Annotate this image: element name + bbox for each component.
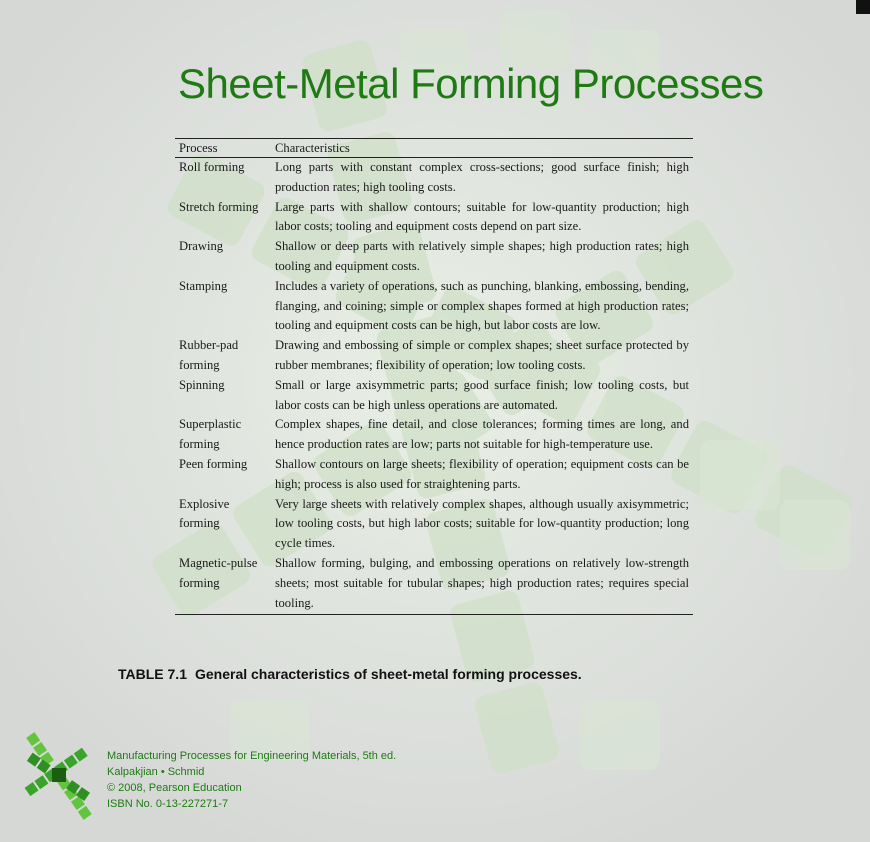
table-row (175, 495, 693, 554)
characteristics-cell: Long parts with constant complex cross-sections; good surface finish; high production rates; high tooling costs. (275, 160, 689, 194)
table-header-row (175, 139, 693, 158)
footer-authors: Kalpakjian • Schmid (107, 766, 205, 778)
characteristics-cell: Includes a variety of operations, such as punching, blanking, embossing, bending, flanging, and coining; simple or complex shapes formed at high production rates; tooling and equipment costs can be high, but labor costs are low. (275, 278, 689, 333)
process-cell: Superplastic forming (179, 417, 242, 452)
process-cell: Magnetic-pulse forming (175, 554, 271, 615)
slide-title: Sheet-Metal Forming Processes (178, 60, 764, 107)
characteristics-cell: Small or large axisymmetric parts; good surface finish; low tooling costs, but labor costs can be high unless operations are automated. (275, 377, 689, 412)
process-table (175, 138, 693, 615)
characteristics-cell: Drawing and embossing of simple or complex shapes; sheet surface protected by rubber membranes; flexibility of operation; low tooling costs. (275, 338, 689, 372)
table-caption (118, 666, 582, 682)
process-table-container (175, 138, 693, 615)
caption-label: TABLE 7.1 (118, 666, 187, 682)
table-row (175, 158, 693, 198)
publication-footer (107, 748, 396, 812)
table-row (175, 237, 693, 277)
caption-text: General characteristics of sheet-metal forming processes. (194, 666, 582, 682)
column-header-characteristics: Characteristics (271, 139, 693, 158)
process-cell: Spinning (179, 377, 225, 392)
table-row (175, 277, 693, 336)
characteristics-cell: Shallow or deep parts with relatively simple shapes; high production rates; high tooling and equipment costs. (275, 239, 689, 273)
column-header-process: Process (175, 139, 271, 158)
characteristics-cell: Shallow contours on large sheets; flexibility of operation; equipment costs can be high; process is also used for straightening parts. (275, 456, 689, 491)
green-cube-lattice-logo-icon (18, 722, 100, 830)
process-cell: Drawing (179, 239, 224, 254)
process-cell: Roll forming (179, 160, 245, 174)
table-row (175, 554, 693, 615)
process-cell: Stamping (179, 278, 228, 293)
table-row (175, 336, 693, 376)
characteristics-cell: Shallow forming, bulging, and embossing operations on relatively low-strength sheets; most suitable for tubular shapes; high production rates; requires special tooling. (271, 554, 693, 615)
table-row (175, 198, 693, 238)
characteristics-cell: Very large sheets with relatively complex shapes, although usually axisymmetric; low tooling costs, but high labor costs; suitable for low-quantity production; long cycle times. (275, 496, 689, 551)
characteristics-cell: Complex shapes, fine detail, and close tolerances; forming times are long, and hence production rates are low; parts not suitable for high-temperature use. (275, 417, 689, 452)
process-cell: Explosive forming (179, 496, 230, 531)
footer-copyright: © 2008, Pearson Education (107, 782, 242, 794)
process-cell: Stretch forming (179, 199, 259, 214)
table-row (175, 455, 693, 495)
process-cell: Peen forming (179, 456, 248, 471)
footer-isbn: ISBN No. 0-13-227271-7 (107, 798, 229, 810)
table-row (175, 376, 693, 416)
process-cell: Rubber-pad forming (179, 338, 239, 372)
characteristics-cell: Large parts with shallow contours; suitable for low-quantity production; high labor costs; tooling and equipment costs depend on part size. (275, 199, 689, 234)
footer-book: Manufacturing Processes for Engineering Materials, 5th ed. (107, 750, 397, 762)
corner-mark (856, 0, 870, 14)
table-row (175, 415, 693, 455)
